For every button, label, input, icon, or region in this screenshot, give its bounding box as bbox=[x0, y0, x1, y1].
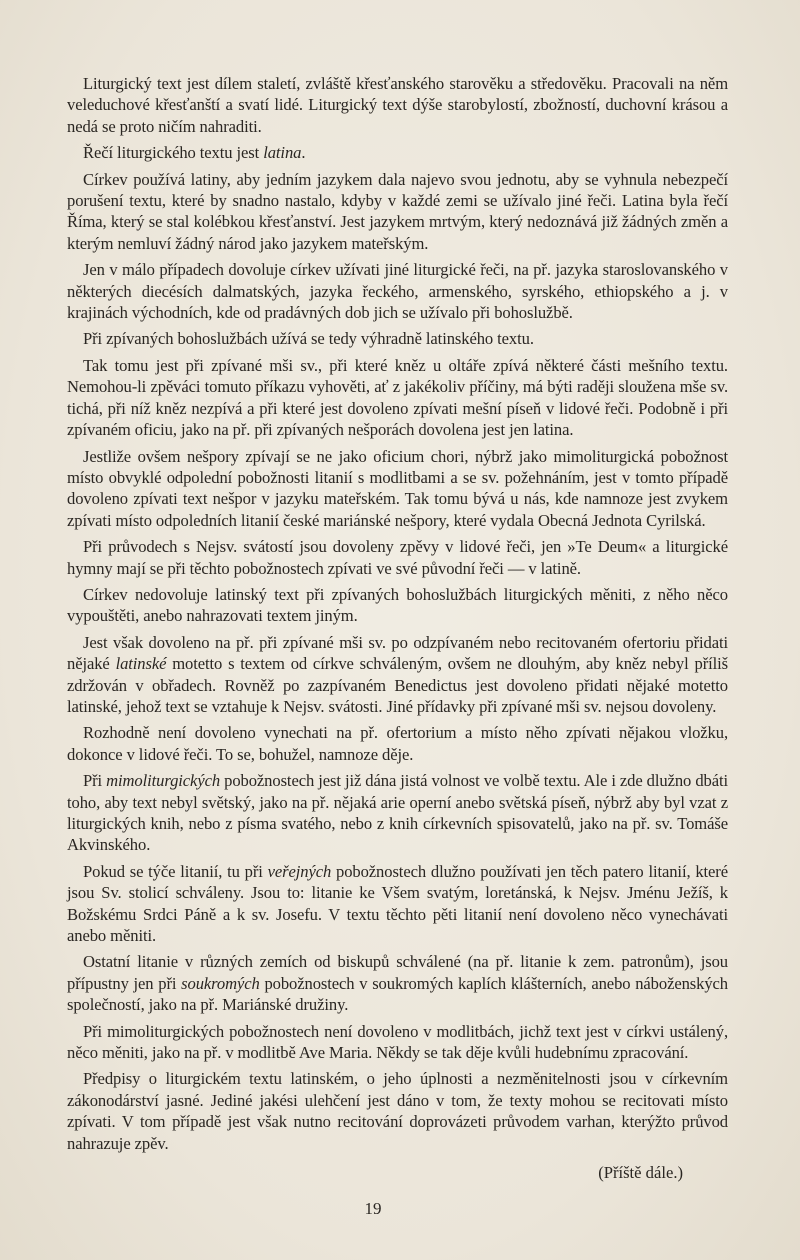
article-body bbox=[67, 73, 728, 1154]
text-run: Při mimoliturgických pobožnostech není dovoleno v modlitbách, jichž text jest v církvi ustálený, něco měniti, jako na př. v modlitbě Ave Maria. Někdy se tak děje kvůli hudebnímu zpracování. bbox=[67, 1021, 728, 1063]
text-run: pobožnostech v soukromých kaplích klášterních, anebo náboženských společností, jako na př. Mariánské družiny. bbox=[67, 973, 729, 1015]
text-run: Rozhodně není dovoleno vynechati na př. ofertorium a místo něho zpívati nějakou vložku, dokonce v lidové řeči. To se, bohužel, namnoze děje. bbox=[67, 723, 728, 764]
text-run: Tak tomu jest při zpívané mši sv., při které kněz u oltáře zpívá některé části mešního textu. Nemohou-li zpěváci tomuto příkazu vyhověti, ať z jakékoliv příčiny, má býti raději sloužena mše sv. tichá, při níž kněz nezpívá a při které jest dovoleno zpívati mešní píseň v lidové řeči. Podobně i při zpívaném oficiu, jako na př. při zpívaných nešporách dovolena jest jen latina. bbox=[67, 355, 728, 440]
text-run: pobožnostech jest již dána jistá volnost ve volbě textu. Ale i zde dlužno dbáti toho, aby text nebyl světský, jako na př. nějaká arie operní anebo světská píseň, nýbrž aby byl vzat z liturgických knih, nebo z písma svatého, nebo z knih církevních spisovatelů, jako na př. sv. Tomáše Akvinského. bbox=[67, 771, 728, 855]
italic-term: soukromých bbox=[181, 973, 260, 993]
paragraph bbox=[67, 861, 728, 947]
text-run: Při zpívaných bohoslužbách užívá se tedy výhradně latinského textu. bbox=[83, 329, 534, 349]
paragraph bbox=[67, 770, 728, 856]
paragraph bbox=[67, 536, 728, 579]
text-run: Pokud se týče litanií, tu při bbox=[83, 861, 268, 881]
paragraph bbox=[67, 259, 728, 323]
paragraph bbox=[67, 951, 728, 1015]
text-run: Při průvodech s Nejsv. svátostí jsou dovoleny zpěvy v lidové řeči, jen »Te Deum« a liturgické hymny mají se při těchto pobožnostech zpívati ve své původní řeči — v latině. bbox=[67, 537, 728, 578]
text-run: Jest však dovoleno na př. při zpívané mši sv. po odzpívaném nebo recitovaném ofertoriu přidati nějaké bbox=[67, 632, 728, 674]
italic-term: veřejných bbox=[267, 861, 332, 881]
paragraph bbox=[67, 73, 728, 137]
paragraph bbox=[67, 328, 728, 349]
paragraph bbox=[67, 355, 728, 441]
paragraph bbox=[67, 1021, 728, 1064]
text-run: Při bbox=[83, 771, 107, 791]
text-run: Církev nedovoluje latinský text při zpívaných bohoslužbách liturgických měniti, z něho něco vypouštěti, anebo nahrazovati textem jiným. bbox=[67, 584, 728, 626]
page-number: 19 bbox=[364, 1198, 382, 1218]
paragraph bbox=[67, 632, 728, 718]
text-run: . bbox=[301, 143, 306, 163]
text-run: Liturgický text jest dílem staletí, zvláště křesťanského starověku a středověku. Pracovali na něm veleduchové křesťanští a svatí lidé. Liturgický text dýše starobylostí, zbožností, duchovní krásou a nedá se proto ničím nahraditi. bbox=[67, 74, 728, 136]
paragraph bbox=[67, 1068, 728, 1154]
italic-term: latina bbox=[263, 143, 302, 163]
text-run: Jestliže ovšem nešpory zpívají se ne jako oficium chori, nýbrž jako mimoliturgická pobožnost místo obvyklé odpolední pobožnosti litanií s modlitbami a se sv. požehnáním, jest v tomto případě dovoleno zpívati text nešpor v jazyku mateřském. Tak tomu bývá u nás, kde namnoze jest zvykem zpívati místo odpoledních litanií české mariánské nešpory, které vydala Obecná Jednota Cyrilská. bbox=[67, 446, 728, 530]
paragraph bbox=[67, 446, 728, 532]
text-run: Předpisy o liturgickém textu latinském, o jeho úplnosti a nezměnitelnosti jsou v církevním zákonodárství jasné. Jediné jakési ulehčení jest dáno v tom, že texty mohou se recitovati místo zpívati. V tom případě jest však nutno recitování doprovázeti průvodem varhan, kterýžto průvod nahrazuje zpěv. bbox=[67, 1069, 728, 1153]
paragraph bbox=[67, 142, 728, 163]
italic-term: mimoliturgických bbox=[106, 771, 221, 791]
text-run: Řečí liturgického textu jest bbox=[83, 143, 264, 163]
paragraph bbox=[67, 584, 728, 627]
footer-area bbox=[67, 1162, 728, 1183]
text-run: Jen v málo případech dovoluje církev užívati jiné liturgické řeči, na př. jazyka staroslovanského v některých diecésích dalmatských, jazyka řeckého, armenského, syrského, ethiopského a j. v krajinách východních, kde od pradávných dob jich se užívalo při bohoslužbě. bbox=[67, 260, 728, 323]
to-be-continued-note: (Příště dále.) bbox=[598, 1163, 683, 1183]
text-run: Ostatní litanie v různých zemích od biskupů schválené (na př. litanie k zem. patronům), jsou přípustny jen při bbox=[67, 952, 728, 993]
paragraph bbox=[67, 169, 728, 255]
text-run: motetto s textem od církve schváleným, ovšem ne dlouhým, aby kněz nebyl příliš zdržován v obřadech. Rovněž po zazpívaném Benedictus jest dovoleno přidati nějaké motetto latinské, jehož text se vztahuje k Nejsv. svátosti. Jiné přídavky při zpívané mši sv. nejsou dovoleny. bbox=[67, 654, 729, 716]
italic-term: latinské bbox=[115, 654, 167, 674]
text-run: pobožnostech dlužno používati jen těch patero litanií, které jsou Sv. stolicí schváleny. Jsou to: litanie ke Všem svatým, loretánská, k Nejsv. Jménu Ježíš, k Božskému Srdci Páně a k sv. Josefu. V textu těchto pěti litanií není dovoleno něco vynechávati anebo měniti. bbox=[67, 861, 728, 946]
paragraph bbox=[67, 722, 728, 765]
text-run: Církev používá latiny, aby jedním jazykem dala najevo svou jednotu, aby se vyhnula nebezpečí porušení textu, které by snadno nastalo, kdyby v každé zemi se užívalo jiné řeči. Latina byla řečí Říma, který se stal kolébkou křesťanství. Jest jazykem mrtvým, který nedoznává již žádných změn a kterým nemluví žádný národ jako jazykem mateřským. bbox=[67, 169, 728, 253]
